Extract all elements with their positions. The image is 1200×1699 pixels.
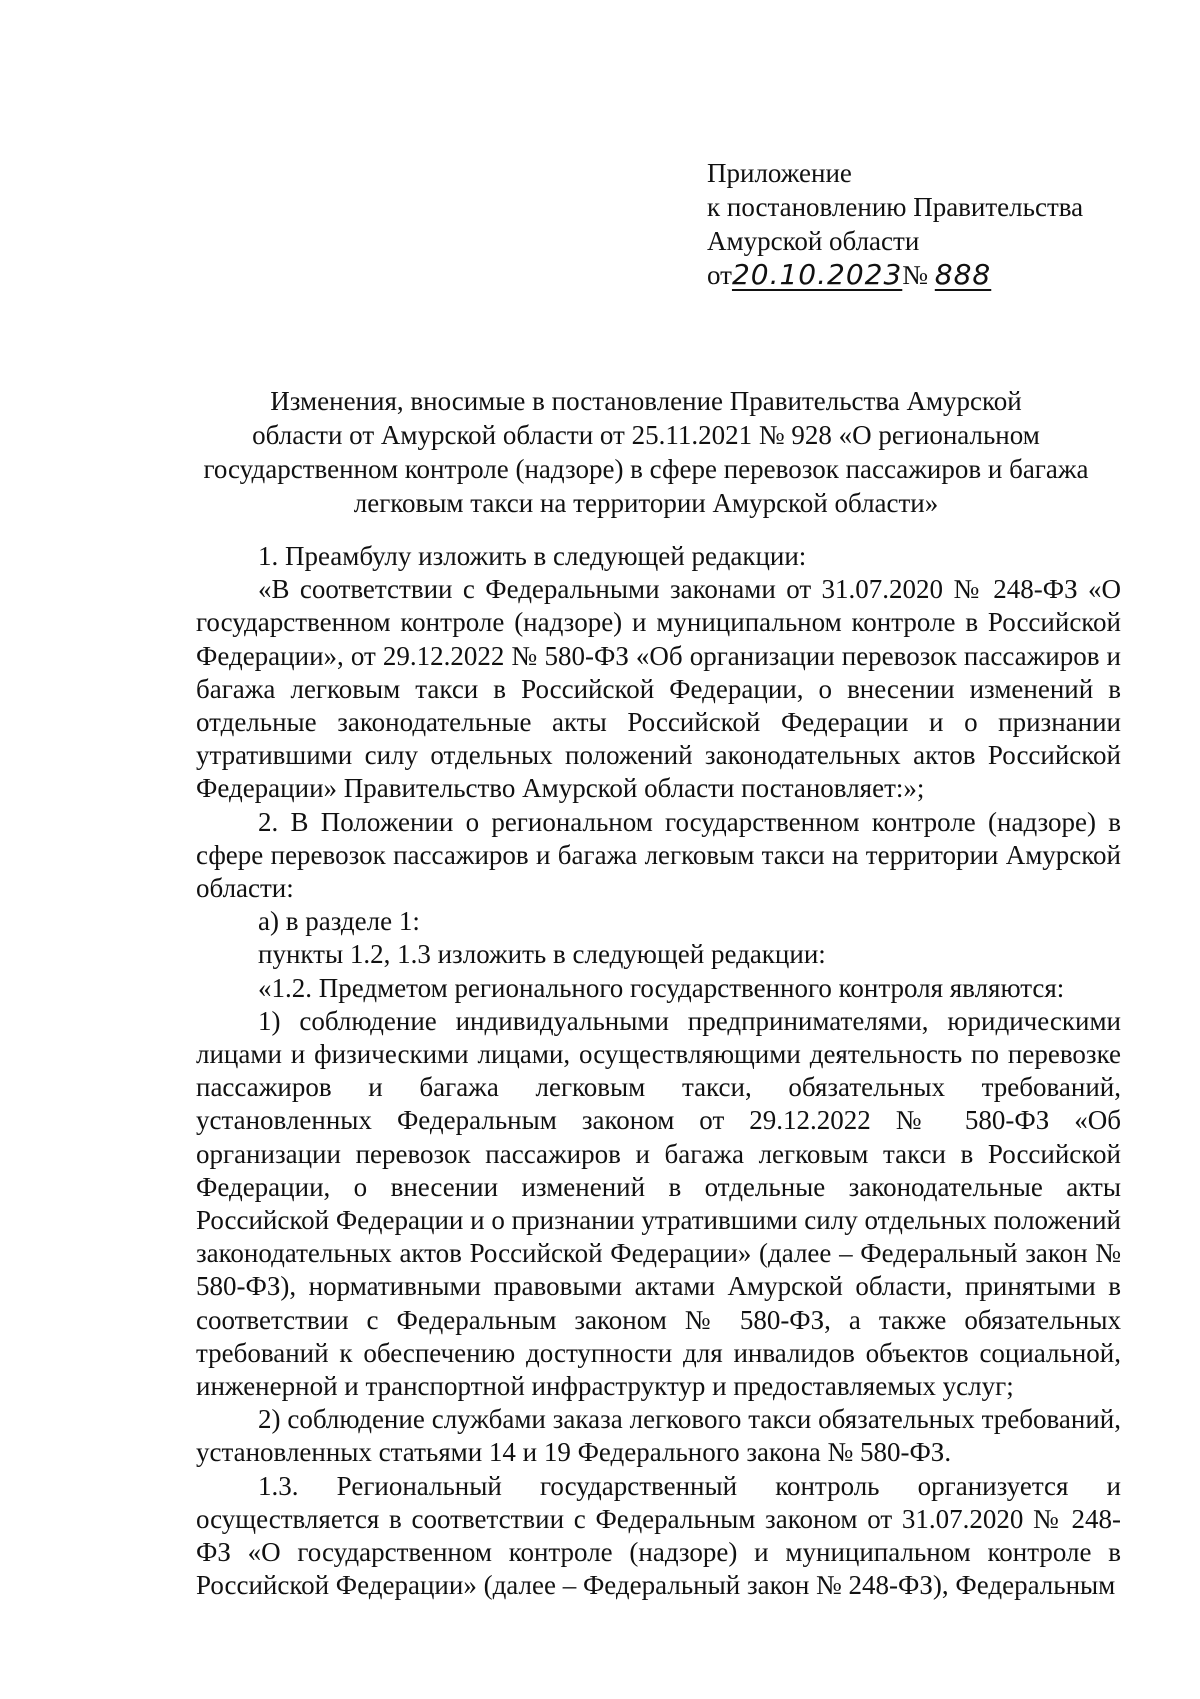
- handwritten-date: 20.10.2023: [731, 258, 903, 291]
- paragraph-9: 1.3. Региональный государственный контроль организуется и осуществляется в соответствии с Федеральным законом от 31.07.2020 № 248-ФЗ «О государственном контроле (надзоре) и муниципальном контроле в Российской Федерации» (далее – Федеральный закон № 248-ФЗ), Федеральным: [196, 1470, 1121, 1601]
- title-line-2: области от Амурской области от 25.11.2021 № 928 «О региональном: [252, 420, 1040, 450]
- document-body: [196, 540, 1121, 1603]
- title-line-3: государственном контроле (надзоре) в сфере перевозок пассажиров и багажа: [203, 454, 1089, 484]
- handwritten-number: 888: [934, 258, 992, 291]
- appendix-block: [707, 156, 1083, 292]
- paragraph-1: 1. Преамбулу изложить в следующей редакции:: [258, 541, 807, 571]
- appendix-line-1: Приложение: [707, 158, 852, 188]
- title-line-4: легковым такси на территории Амурской области»: [353, 488, 939, 518]
- appendix-line-3: Амурской области: [707, 226, 920, 256]
- date-prefix: от: [707, 260, 732, 290]
- document-title: [196, 384, 1096, 520]
- appendix-line-2: к постановлению Правительства: [707, 192, 1084, 222]
- paragraph-6: «1.2. Предметом регионального государственного контроля являются:: [258, 972, 1065, 1003]
- paragraph-5: пункты 1.2, 1.3 изложить в следующей редакции:: [258, 939, 826, 970]
- appendix-date-line: [707, 258, 1083, 292]
- paragraph-7: 1) соблюдение индивидуальными предпринимателями, юридическими лицами и физическими лицами, осуществляющими деятельность по перевозке пассажиров и багажа легковым такси, обязательных требований, установленных Федеральным законом от 29.12.2022 № 580-ФЗ «Об организации перевозок пассажиров и багажа легковым такси в Российской Федерации, о внесении изменений в отдельные законодательные акты Российской Федерации и о признании утратившими силу отдельных положений законодательных актов Российской Федерации» (далее – Федеральный закон № 580-ФЗ), нормативными правовыми актами Амурской области, принятыми в соответствии с Федеральным законом № 580-ФЗ, а также обязательных требований к обеспечению доступности для инвалидов объектов социальной, инженерной и транспортной инфраструктур и предоставляемых услуг;: [196, 1005, 1121, 1402]
- paragraph-2: «В соответствии с Федеральными законами от 31.07.2020 № 248-ФЗ «О государственном контроле (надзоре) и муниципальном контроле в Российской Федерации», от 29.12.2022 № 580-ФЗ «Об организации перевозок пассажиров и багажа легковым такси в Российской Федерации, о внесении изменений в отдельные законодательные акты Российской Федерации и о признании утратившими силу отдельных положений законодательных актов Российской Федерации» Правительство Амурской области постановляет:»;: [196, 574, 1121, 804]
- number-prefix: №: [902, 260, 929, 290]
- paragraph-3: 2. В Положении о региональном государственном контроле (надзоре) в сфере перевозок пассажиров и багажа легковым такси на территории Амурской области:: [196, 806, 1121, 904]
- paragraph-8: 2) соблюдение службами заказа легкового такси обязательных требований, установленных статьями 14 и 19 Федерального закона № 580-ФЗ.: [196, 1404, 1121, 1468]
- paragraph-4: а) в разделе 1:: [258, 906, 420, 937]
- title-line-1: Изменения, вносимые в постановление Правительства Амурской: [270, 386, 1022, 416]
